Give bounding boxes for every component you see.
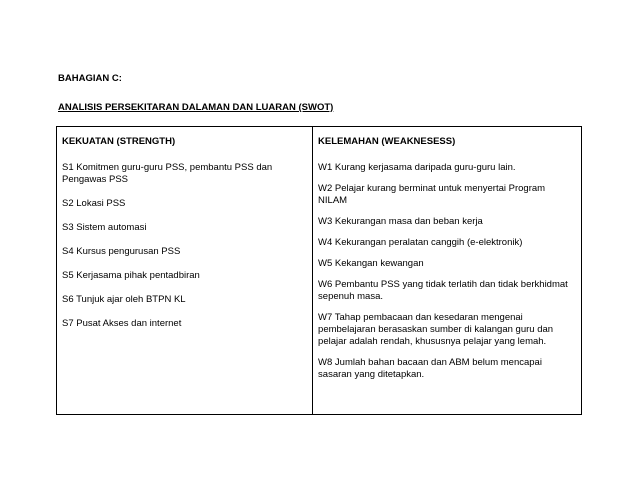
strengths-column — [57, 127, 313, 414]
weaknesses-column — [313, 127, 581, 414]
strength-item-s2: S2 Lokasi PSS — [62, 198, 126, 209]
swot-table — [56, 126, 582, 415]
weakness-item-w5: W5 Kekangan kewangan — [318, 258, 424, 269]
section-title: ANALISIS PERSEKITARAN DALAMAN DAN LUARAN (SWOT) — [58, 102, 334, 113]
strength-item-s7: S7 Pusat Akses dan internet — [62, 318, 182, 329]
weaknesses-list — [318, 162, 575, 381]
weaknesses-header: KELEMAHAN (WEAKNESESS) — [318, 136, 456, 147]
strength-item-s6: S6 Tunjuk ajar oleh BTPN KL — [62, 294, 186, 305]
strengths-header: KEKUATAN (STRENGTH) — [62, 136, 176, 147]
weakness-item-w7: W7 Tahap pembacaan dan kesedaran mengenai pembelajaran berasaskan sumber di kalangan guru dan pelajar adalah rendah, khususnya pelajar yang lemah. — [318, 312, 554, 347]
strength-item-s3: S3 Sistem automasi — [62, 222, 147, 233]
strength-item-s4: S4 Kursus pengurusan PSS — [62, 246, 181, 257]
weakness-item-w1: W1 Kurang kerjasama daripada guru-guru lain. — [318, 162, 516, 173]
weakness-item-w3: W3 Kekurangan masa dan beban kerja — [318, 216, 483, 227]
weakness-item-w2: W2 Pelajar kurang berminat untuk menyertai Program NILAM — [318, 183, 546, 206]
strengths-list — [62, 162, 306, 330]
strength-item-s1: S1 Komitmen guru-guru PSS, pembantu PSS dan Pengawas PSS — [62, 162, 273, 185]
weakness-item-w4: W4 Kekurangan peralatan canggih (e-elektronik) — [318, 237, 523, 248]
weakness-item-w8: W8 Jumlah bahan bacaan dan ABM belum mencapai sasaran yang ditetapkan. — [318, 357, 542, 380]
weakness-item-w6: W6 Pembantu PSS yang tidak terlatih dan tidak berkhidmat sepenuh masa. — [318, 279, 568, 302]
section-label: BAHAGIAN C: — [58, 73, 122, 84]
strength-item-s5: S5 Kerjasama pihak pentadbiran — [62, 270, 200, 281]
